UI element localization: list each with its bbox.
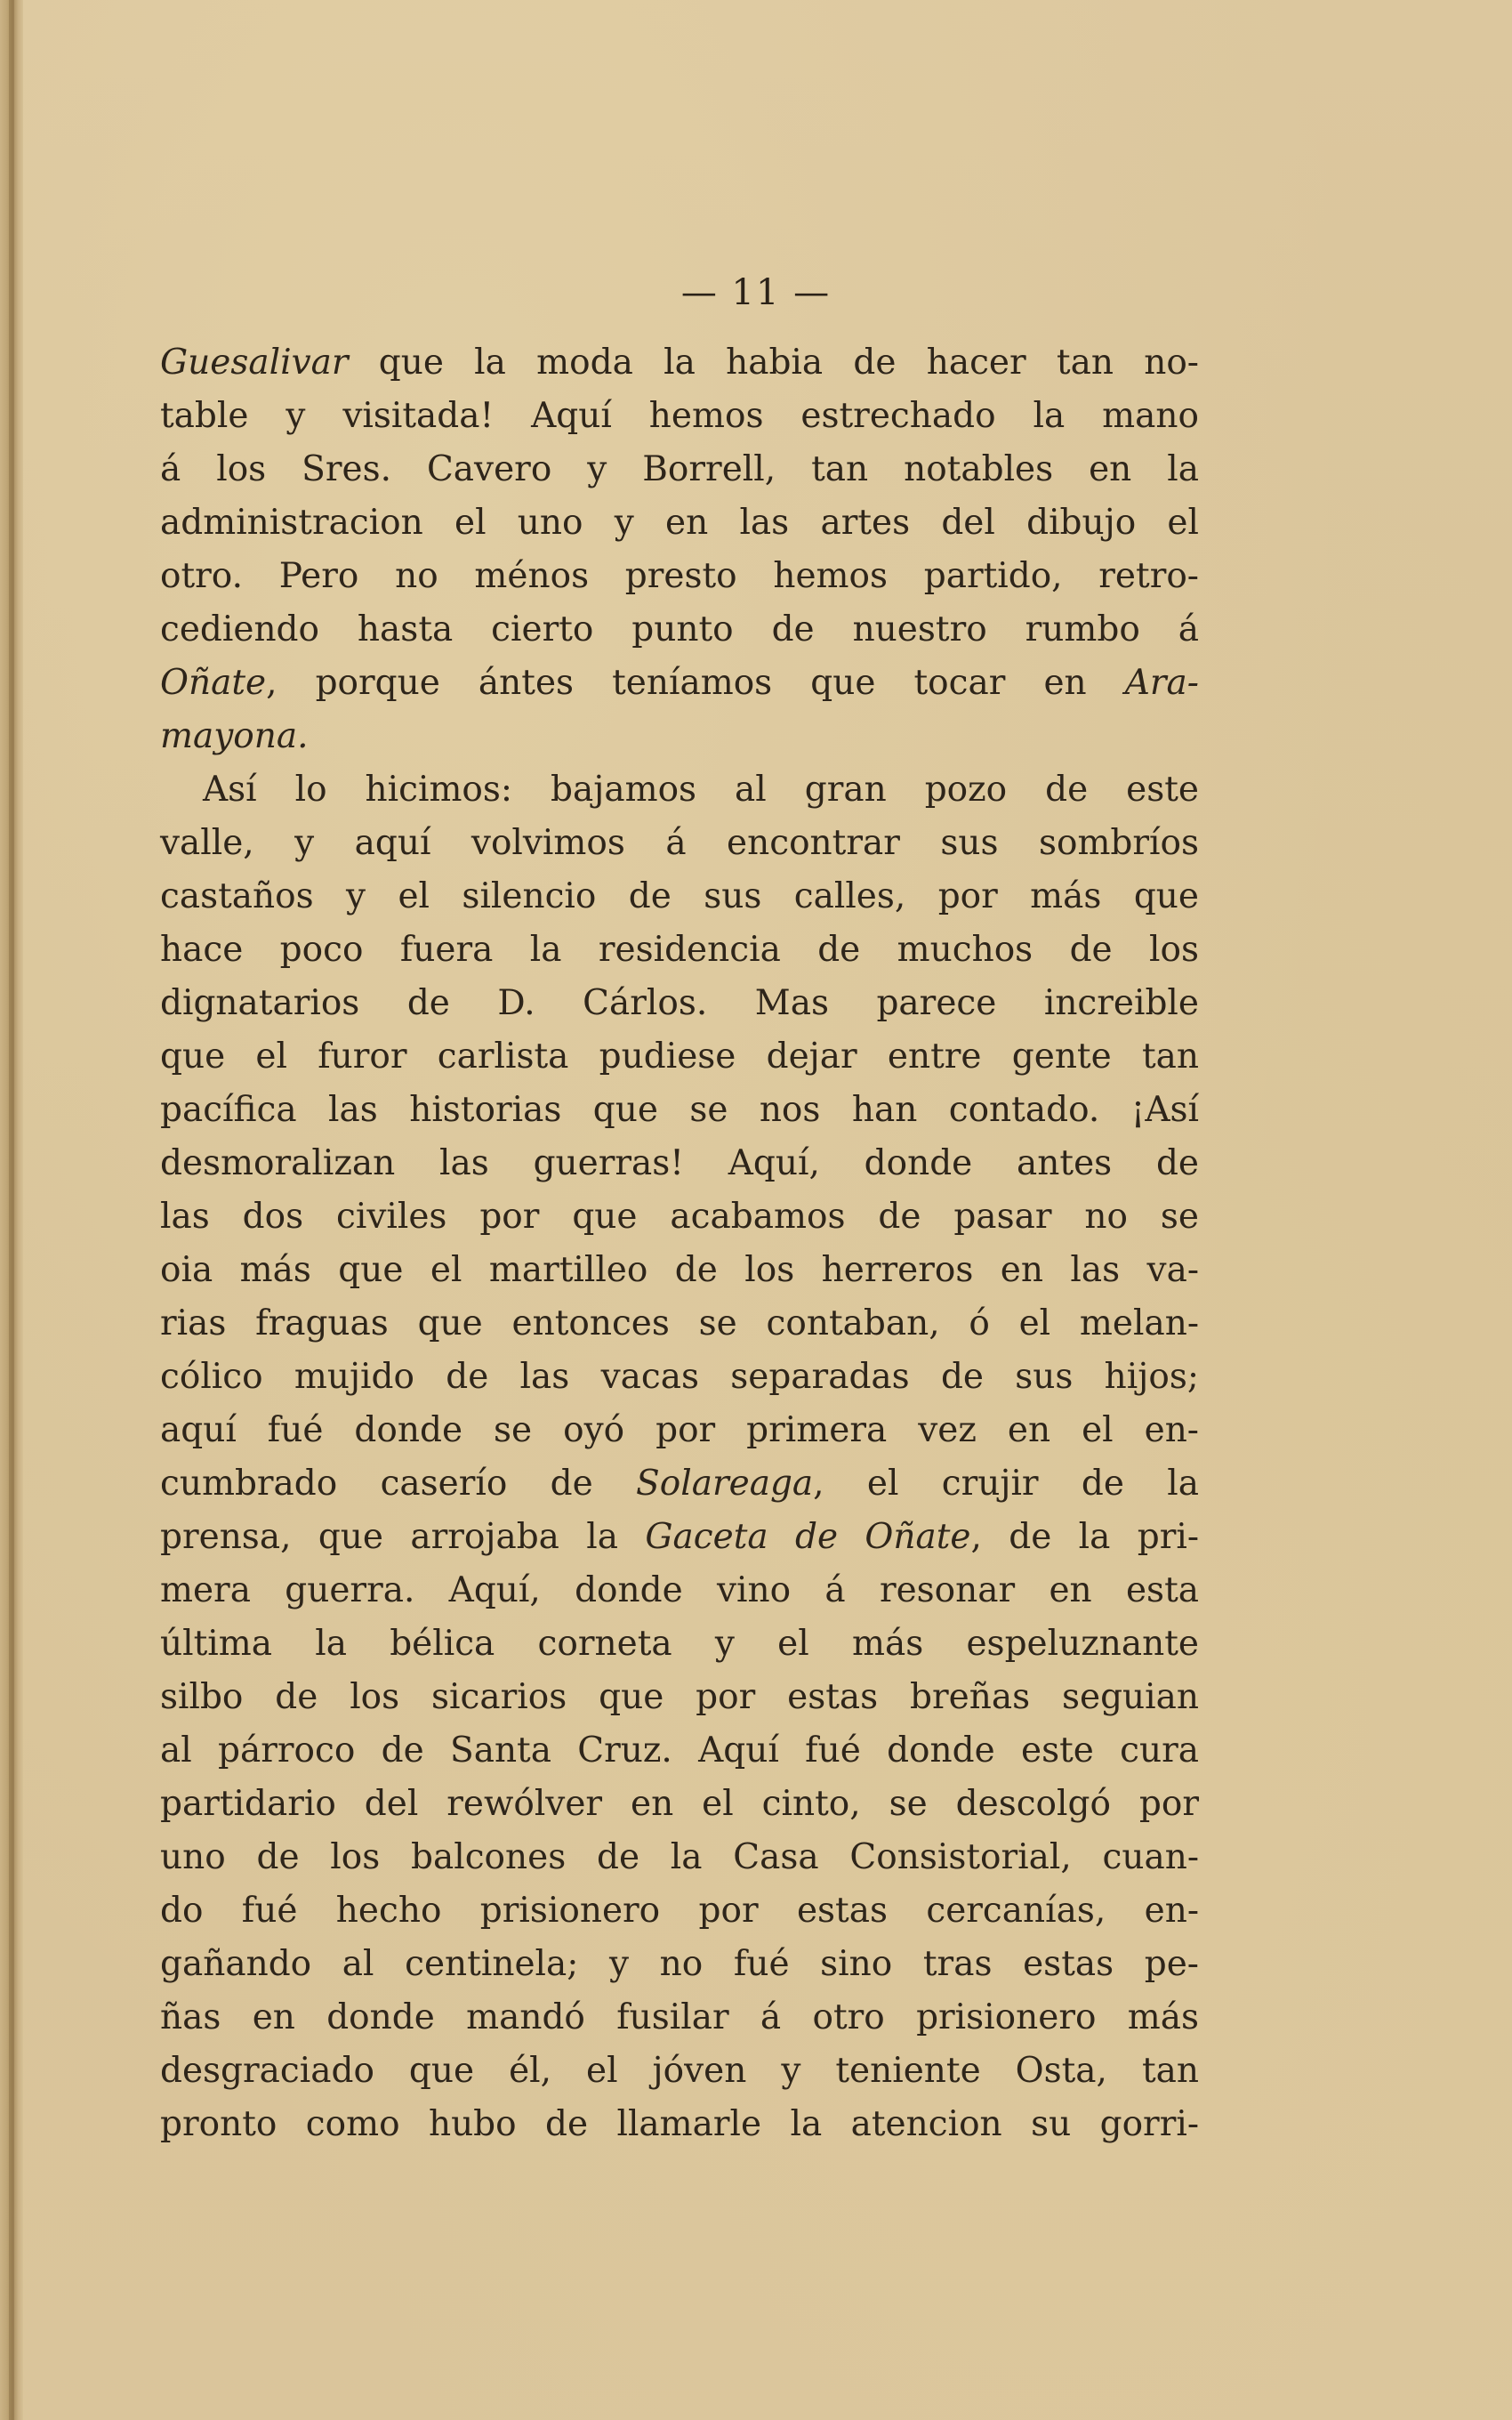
text-segment: que la moda la habia de hacer tan no- (348, 343, 1199, 383)
text-line (160, 1831, 1199, 1884)
text-segment: , el crujir de la (813, 1464, 1199, 1504)
text-segment: desmoralizan las guerras! Aquí, donde antes de (160, 1143, 1199, 1183)
text-line (160, 710, 1199, 763)
text-segment: última la bélica corneta y el más espeluznante (160, 1624, 1199, 1664)
italic-text-segment: mayona. (160, 716, 309, 756)
italic-text-segment: Guesalivar (160, 343, 349, 383)
text-line (160, 1778, 1199, 1831)
text-segment: partidario del rewólver en el cinto, se descolgó por (160, 1784, 1199, 1824)
text-line (160, 1297, 1199, 1351)
text-segment: table y visitada! Aquí hemos estrechado la mano (160, 396, 1199, 436)
text-line (160, 1617, 1199, 1671)
text-segment: gañando al centinela; y no fué sino tras estas pe- (160, 1944, 1199, 1984)
italic-text-segment: Oñate (160, 663, 267, 703)
text-segment: rias fraguas que entonces se contaban, ó el melan- (160, 1303, 1199, 1343)
text-line (160, 1030, 1199, 1084)
text-segment: pacífica las historias que se nos han contado. ¡Así (160, 1090, 1199, 1130)
text-line (160, 870, 1199, 924)
text-line (160, 763, 1199, 817)
text-line (160, 336, 1199, 390)
text-segment: Así lo hicimos: bajamos al gran pozo de este (203, 770, 1199, 810)
text-segment: aquí fué donde se oyó por primera vez en el en- (160, 1410, 1199, 1450)
text-segment: cediendo hasta cierto punto de nuestro rumbo á (160, 609, 1199, 649)
text-segment: prensa, que arrojaba la (160, 1517, 646, 1557)
text-line (160, 924, 1199, 977)
text-line (160, 390, 1199, 443)
text-segment: castaños y el silencio de sus calles, por más que (160, 876, 1199, 916)
text-line (160, 1671, 1199, 1724)
italic-text-segment: Ara- (1124, 663, 1199, 703)
text-line (160, 550, 1199, 603)
text-segment: otro. Pero no ménos presto hemos partido, retro- (160, 556, 1199, 596)
text-segment: silbo de los sicarios que por estas breñas seguian (160, 1677, 1199, 1717)
text-segment: valle, y aquí volvimos á encontrar sus sombríos (160, 823, 1199, 863)
text-segment: hace poco fuera la residencia de muchos de los (160, 930, 1199, 970)
text-line (160, 1991, 1199, 2045)
text-segment: las dos civiles por que acabamos de pasar no se (160, 1197, 1199, 1237)
text-segment: dignatarios de D. Cárlos. Mas parece increible (160, 983, 1199, 1023)
text-segment: uno de los balcones de la Casa Consistorial, cuan- (160, 1837, 1199, 1877)
text-segment: , porque ántes teníamos que tocar en (266, 663, 1125, 703)
text-line (160, 1190, 1199, 1244)
text-segment: al párroco de Santa Cruz. Aquí fué donde este cura (160, 1730, 1199, 1771)
text-line (160, 1244, 1199, 1297)
body-text (160, 336, 1199, 2151)
text-segment: á los Sres. Cavero y Borrell, tan notables en la (160, 449, 1199, 489)
text-segment: do fué hecho prisionero por estas cercanías, en- (160, 1891, 1199, 1931)
text-line (160, 443, 1199, 496)
text-line (160, 977, 1199, 1030)
text-segment: cumbrado caserío de (160, 1464, 637, 1504)
text-segment: ñas en donde mandó fusilar á otro prisionero más (160, 1997, 1199, 2037)
text-line (160, 1137, 1199, 1190)
italic-text-segment: Gaceta de Oñate (645, 1517, 971, 1557)
text-segment: administracion el uno y en las artes del dibujo el (160, 503, 1199, 543)
text-line (160, 1938, 1199, 1991)
text-line (160, 1884, 1199, 1938)
text-line (160, 1724, 1199, 1778)
text-line (160, 1457, 1199, 1511)
text-segment: pronto como hubo de llamarle la atencion su gorri- (160, 2104, 1199, 2144)
text-line (160, 2045, 1199, 2098)
italic-text-segment: Solareaga (636, 1464, 814, 1504)
text-line (160, 657, 1199, 710)
book-binding-edge (0, 0, 23, 2420)
text-line (160, 1511, 1199, 1564)
text-segment: desgraciado que él, el jóven y teniente Osta, tan (160, 2051, 1199, 2091)
page-number: — 11 — (680, 272, 832, 313)
text-line (160, 1564, 1199, 1617)
text-line (160, 496, 1199, 550)
text-line (160, 1351, 1199, 1404)
text-segment: , de la pri- (970, 1517, 1200, 1557)
text-segment: cólico mujido de las vacas separadas de sus hijos; (160, 1357, 1199, 1397)
text-segment: que el furor carlista pudiese dejar entre gente tan (160, 1037, 1199, 1077)
text-line (160, 603, 1199, 657)
text-segment: oia más que el martilleo de los herreros en las va- (160, 1250, 1199, 1290)
text-line (160, 1404, 1199, 1457)
text-line (160, 817, 1199, 870)
text-line (160, 1084, 1199, 1137)
text-line (160, 2098, 1199, 2151)
text-segment: mera guerra. Aquí, donde vino á resonar en esta (160, 1570, 1199, 1610)
